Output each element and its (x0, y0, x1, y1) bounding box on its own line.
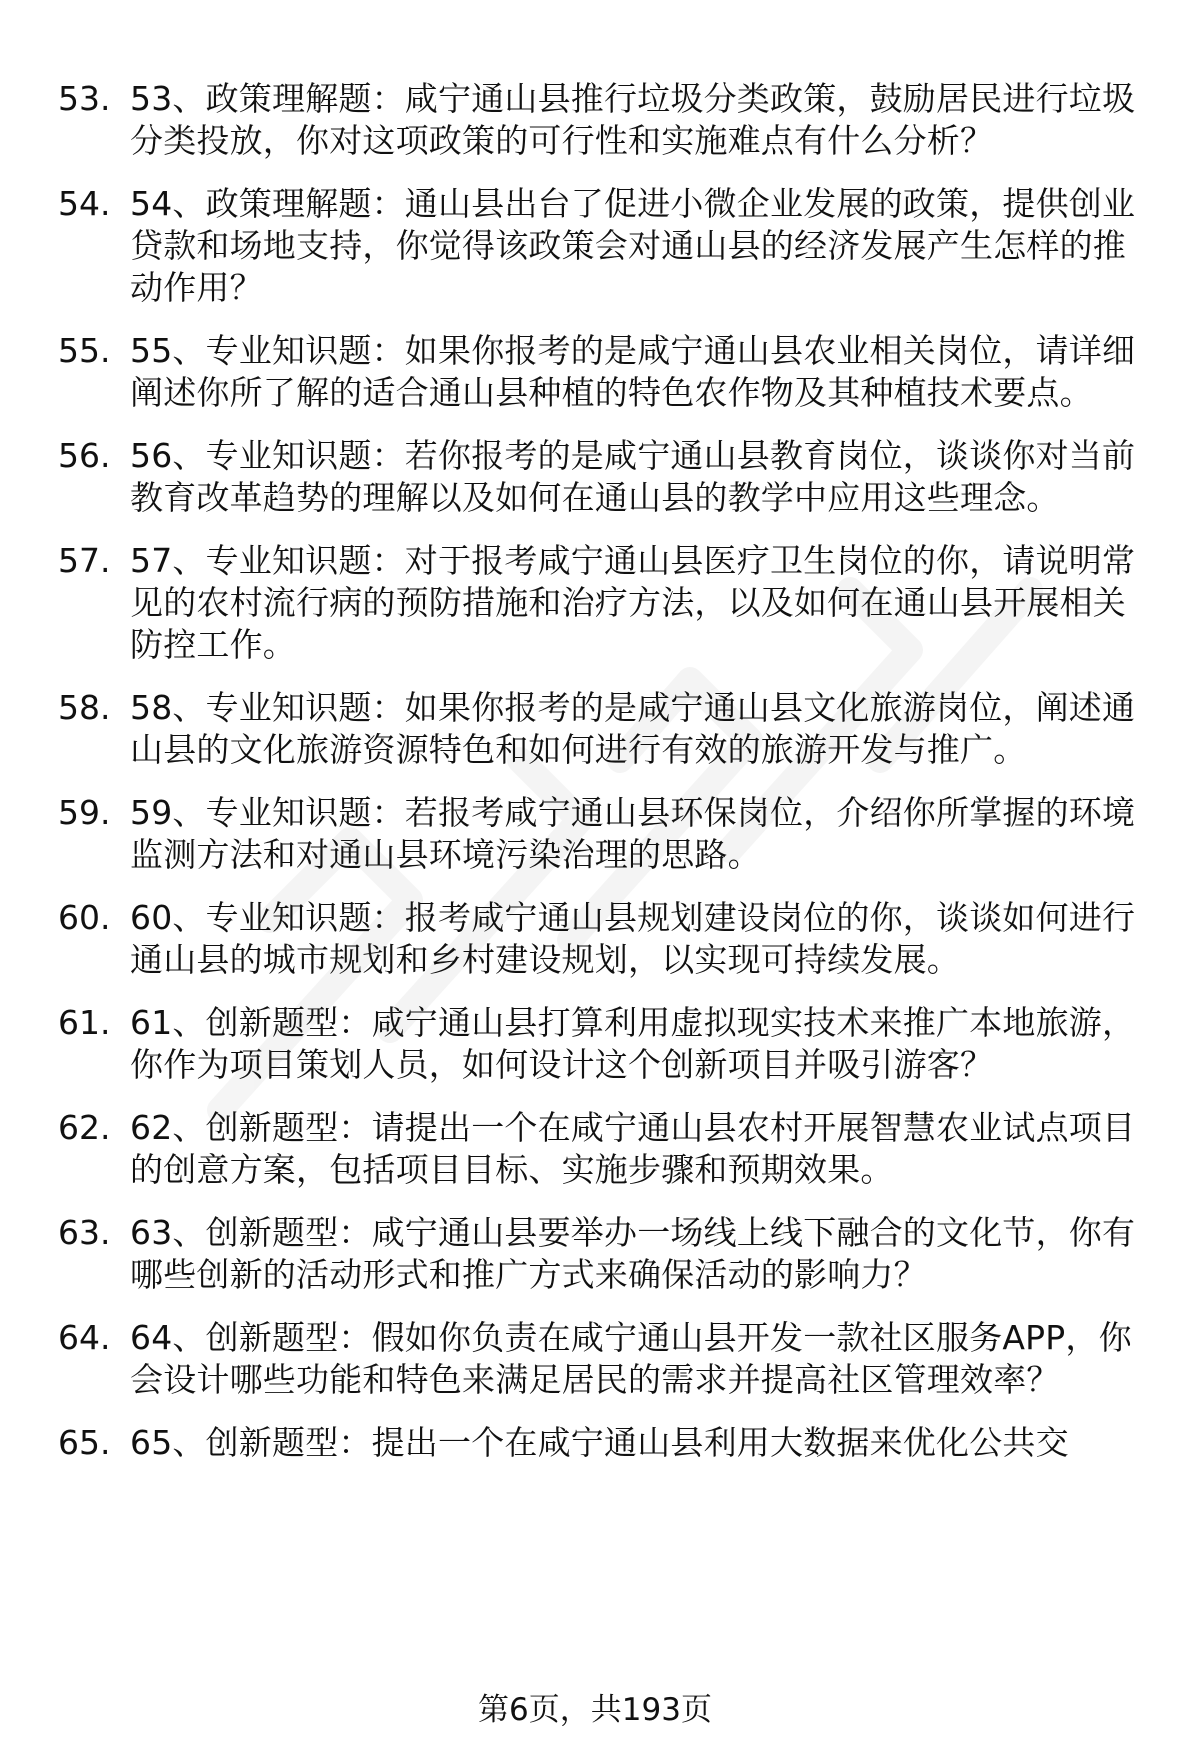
list-item (58, 1212, 1158, 1296)
question-number: 53. (58, 79, 111, 118)
question-number: 57. (58, 541, 111, 580)
list-item (58, 792, 1158, 876)
list-item (58, 687, 1158, 771)
question-text: 63、创新题型：咸宁通山县要举办一场线上线下融合的文化节，你有哪些创新的活动形式和推广方式来确保活动的影响力？ (130, 1213, 1136, 1294)
list-item (58, 78, 1158, 162)
question-number: 60. (58, 898, 111, 937)
question-text: 58、专业知识题：如果你报考的是咸宁通山县文化旅游岗位，阐述通山县的文化旅游资源特色和如何进行有效的旅游开发与推广。 (130, 688, 1136, 769)
list-item (58, 1002, 1158, 1086)
question-number: 59. (58, 793, 111, 832)
list-item (58, 435, 1158, 519)
question-text: 57、专业知识题：对于报考咸宁通山县医疗卫生岗位的你，请说明常见的农村流行病的预防措施和治疗方法，以及如何在通山县开展相关防控工作。 (130, 541, 1136, 664)
question-number: 61. (58, 1003, 111, 1042)
question-number: 54. (58, 184, 111, 223)
question-list (58, 78, 1158, 1485)
list-item (58, 540, 1158, 666)
question-number: 64. (58, 1318, 111, 1357)
question-number: 58. (58, 688, 111, 727)
question-text: 65、创新题型：提出一个在咸宁通山县利用大数据来优化公共交 (130, 1423, 1069, 1462)
question-text: 59、专业知识题：若报考咸宁通山县环保岗位，介绍你所掌握的环境监测方法和对通山县环境污染治理的思路。 (130, 793, 1136, 874)
question-text: 56、专业知识题：若你报考的是咸宁通山县教育岗位，谈谈你对当前教育改革趋势的理解以及如何在通山县的教学中应用这些理念。 (130, 436, 1136, 517)
question-text: 55、专业知识题：如果你报考的是咸宁通山县农业相关岗位，请详细阐述你所了解的适合通山县种植的特色农作物及其种植技术要点。 (130, 331, 1136, 412)
question-text: 60、专业知识题：报考咸宁通山县规划建设岗位的你，谈谈如何进行通山县的城市规划和乡村建设规划，以实现可持续发展。 (130, 898, 1136, 979)
question-text: 53、政策理解题：咸宁通山县推行垃圾分类政策，鼓励居民进行垃圾分类投放，你对这项政策的可行性和实施难点有什么分析？ (130, 79, 1136, 160)
question-text: 62、创新题型：请提出一个在咸宁通山县农村开展智慧农业试点项目的创意方案，包括项目目标、实施步骤和预期效果。 (130, 1108, 1136, 1189)
question-number: 55. (58, 331, 111, 370)
question-text: 54、政策理解题：通山县出台了促进小微企业发展的政策，提供创业贷款和场地支持，你觉得该政策会对通山县的经济发展产生怎样的推动作用？ (130, 184, 1136, 307)
question-number: 56. (58, 436, 111, 475)
question-text: 61、创新题型：咸宁通山县打算利用虚拟现实技术来推广本地旅游，你作为项目策划人员，如何设计这个创新项目并吸引游客？ (130, 1003, 1136, 1084)
question-number: 65. (58, 1423, 111, 1462)
list-item (58, 1107, 1158, 1191)
list-item (58, 897, 1158, 981)
question-text: 64、创新题型：假如你负责在咸宁通山县开发一款社区服务APP，你会设计哪些功能和特色来满足居民的需求并提高社区管理效率？ (130, 1318, 1132, 1399)
list-item (58, 183, 1158, 309)
list-item (58, 330, 1158, 414)
question-number: 62. (58, 1108, 111, 1147)
page-footer: 第6页，共193页 (478, 1692, 712, 1728)
list-item (58, 1422, 1158, 1464)
question-number: 63. (58, 1213, 111, 1252)
list-item (58, 1317, 1158, 1401)
